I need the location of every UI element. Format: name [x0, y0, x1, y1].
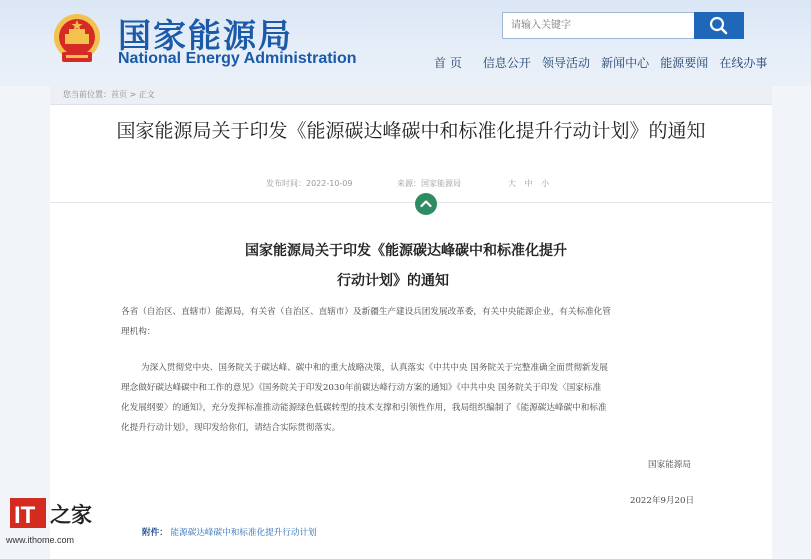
search-box	[502, 12, 744, 39]
main-nav	[434, 52, 773, 68]
document-title-line: 国家能源局关于印发《能源碳达峰碳中和标准化提升	[245, 243, 567, 259]
article-source: 来源：国家能源局	[397, 179, 461, 188]
attachment-link[interactable]: 能源碳达峰碳中和标准化提升行动计划	[170, 528, 317, 538]
breadcrumb-text[interactable]: 您当前位置：首页 > 正文	[63, 90, 155, 99]
document-signature: 国家能源局	[648, 460, 691, 470]
breadcrumb	[50, 86, 772, 105]
watermark-url: www.ithome.com	[6, 535, 75, 545]
body-line: 为深入贯彻党中央、国务院关于碳达峰、碳中和的重大战略决策，认真落实《中共中央 国务院关于完整准确全面贯彻新发展	[141, 363, 608, 373]
search-button[interactable]	[694, 12, 744, 39]
publish-date: 发布时间：2022-10-09	[266, 179, 353, 188]
document-body	[121, 358, 701, 438]
collapse-toggle-button[interactable]	[415, 193, 437, 215]
nav-item-online-services[interactable]: 在线办事	[719, 56, 768, 70]
site-logo-chinese[interactable]: 国家能源局	[118, 16, 293, 55]
nav-item-info-disclosure[interactable]: 信息公开	[482, 56, 531, 70]
document-title	[50, 236, 772, 296]
addressee-line: 理机构：	[121, 327, 156, 337]
chevron-up-icon	[415, 193, 437, 215]
site-logo-english[interactable]: National Energy Administration	[118, 50, 357, 67]
page-title: 国家能源局关于印发《能源碳达峰碳中和标准化提升行动计划》的通知	[116, 120, 706, 142]
nav-item-leadership[interactable]: 领导活动	[542, 56, 591, 70]
svg-text:之家: 之家	[50, 503, 92, 527]
ithome-watermark-logo	[10, 494, 100, 534]
nav-item-energy-news[interactable]: 能源要闻	[660, 56, 709, 70]
addressee-line: 各省（自治区、直辖市）能源局，有关省（自治区、直辖市）及新疆生产建设兵团发展改革委，有关中央能源企业，有关标准化管	[121, 307, 611, 317]
site-header	[0, 0, 811, 86]
national-emblem-icon	[52, 12, 102, 66]
body-line: 化发展纲要〉的通知》，充分发挥标准推动能源绿色低碳转型的技术支撑和引领性作用，我局组织编制了《能源碳达峰碳中和标准	[121, 403, 607, 413]
attachment	[142, 526, 317, 538]
font-size-switcher[interactable]: 大 中 小	[508, 179, 553, 188]
document-title-line: 行动计划》的通知	[337, 273, 449, 289]
document-sign-date: 2022年9月20日	[630, 496, 695, 506]
search-icon	[694, 12, 744, 39]
article-meta	[50, 178, 772, 190]
nav-item-news-center[interactable]: 新闻中心	[601, 56, 650, 70]
meta-divider	[50, 202, 772, 203]
article-page	[50, 86, 772, 559]
document-addressee	[121, 302, 701, 342]
svg-text:IT: IT	[14, 502, 36, 529]
body-line: 理念做好碳达峰碳中和工作的意见》《国务院关于印发2030年前碳达峰行动方案的通知》《中共中央 国务院关于印发〈国家标准	[121, 383, 602, 393]
attachment-label: 附件：	[142, 528, 168, 538]
nav-item-home[interactable]: 首 页	[434, 56, 462, 70]
search-input[interactable]	[503, 13, 696, 38]
body-line: 化提升行动计划》，现印发给你们，请结合实际贯彻落实。	[121, 423, 341, 433]
